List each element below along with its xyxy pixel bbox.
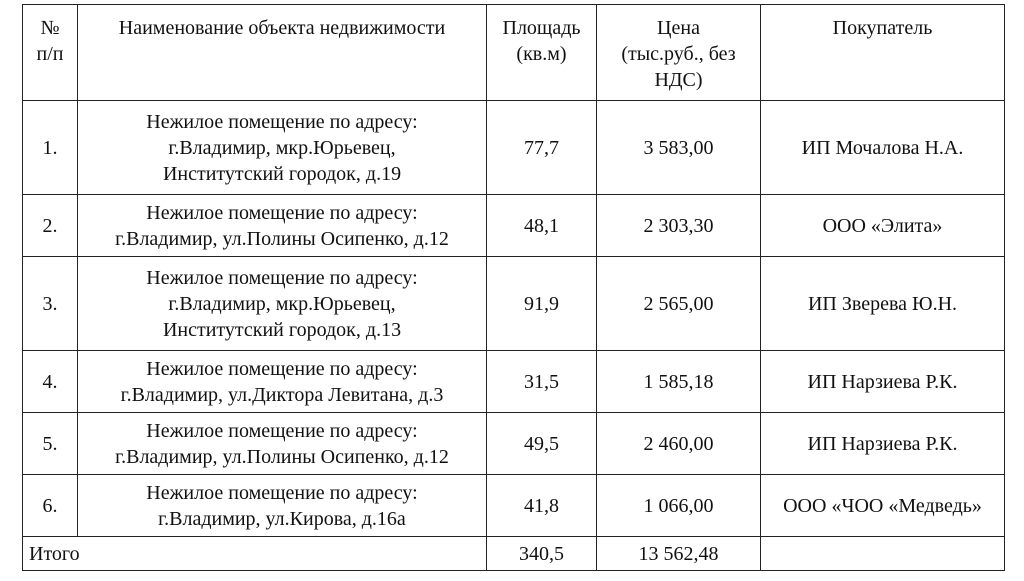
row-buyer: ИП Зверева Ю.Н. bbox=[761, 257, 1005, 351]
header-price-line: Цена bbox=[657, 17, 700, 39]
row-property-name-line: г.Владимир, мкр.Юрьевец, bbox=[168, 136, 396, 159]
row-price: 3 583,00 bbox=[597, 101, 761, 195]
row-area: 49,5 bbox=[487, 413, 597, 475]
header-area-line: (кв.м) bbox=[516, 43, 567, 65]
header-price bbox=[597, 5, 761, 101]
row-property-name bbox=[78, 413, 487, 475]
total-price: 13 562,48 bbox=[597, 537, 761, 571]
row-buyer: ИП Мочалова Н.А. bbox=[761, 101, 1005, 195]
row-area: 41,8 bbox=[487, 475, 597, 537]
row-property-name-line: Нежилое помещение по адресу: bbox=[146, 266, 418, 289]
row-property-name-line: Нежилое помещение по адресу: bbox=[146, 201, 418, 224]
row-price: 2 460,00 bbox=[597, 413, 761, 475]
table-row bbox=[23, 257, 1005, 351]
row-price: 1 066,00 bbox=[597, 475, 761, 537]
total-area: 340,5 bbox=[487, 537, 597, 571]
row-num: 4. bbox=[23, 351, 78, 413]
row-property-name-line: Нежилое помещение по адресу: bbox=[146, 481, 418, 504]
row-property-name-line: Нежилое помещение по адресу: bbox=[146, 419, 418, 442]
header-num-line: № bbox=[40, 17, 60, 39]
row-area: 77,7 bbox=[487, 101, 597, 195]
row-buyer: ООО «Элита» bbox=[761, 195, 1005, 257]
header-area bbox=[487, 5, 597, 101]
row-property-name-line: г.Владимир, ул.Полины Осипенко, д.12 bbox=[115, 227, 449, 250]
row-num: 3. bbox=[23, 257, 78, 351]
total-label: Итого bbox=[23, 537, 487, 571]
row-price: 1 585,18 bbox=[597, 351, 761, 413]
row-property-name-line: Институтский городок, д.19 bbox=[162, 162, 402, 185]
row-property-name bbox=[78, 195, 487, 257]
header-price-line: НДС) bbox=[654, 69, 703, 91]
row-buyer: ИП Нарзиева Р.К. bbox=[761, 413, 1005, 475]
table-row bbox=[23, 475, 1005, 537]
row-area: 48,1 bbox=[487, 195, 597, 257]
header-price-line: (тыс.руб., без bbox=[621, 43, 736, 65]
row-property-name-line: г.Владимир, мкр.Юрьевец, bbox=[168, 292, 396, 315]
header-buyer bbox=[761, 5, 1005, 101]
row-num: 5. bbox=[23, 413, 78, 475]
property-sales-table bbox=[22, 4, 1005, 571]
row-num: 1. bbox=[23, 101, 78, 195]
row-property-name-line: г.Владимир, ул.Диктора Левитана, д.3 bbox=[120, 383, 444, 406]
row-property-name bbox=[78, 475, 487, 537]
total-row bbox=[23, 537, 1005, 571]
row-property-name bbox=[78, 101, 487, 195]
row-price: 2 303,30 bbox=[597, 195, 761, 257]
header-name bbox=[78, 5, 487, 101]
row-property-name-line: Нежилое помещение по адресу: bbox=[146, 110, 418, 133]
row-property-name-line: Нежилое помещение по адресу: bbox=[146, 357, 418, 380]
header-row bbox=[23, 5, 1005, 101]
header-name-label: Наименование объекта недвижимости bbox=[118, 17, 446, 39]
row-num: 2. bbox=[23, 195, 78, 257]
header-buyer-label: Покупатель bbox=[832, 17, 933, 39]
table-row bbox=[23, 101, 1005, 195]
table-row bbox=[23, 351, 1005, 413]
table-row bbox=[23, 195, 1005, 257]
row-buyer: ООО «ЧОО «Медведь» bbox=[761, 475, 1005, 537]
row-property-name-line: г.Владимир, ул.Полины Осипенко, д.12 bbox=[115, 445, 449, 468]
row-property-name bbox=[78, 257, 487, 351]
header-area-line: Площадь bbox=[502, 17, 581, 39]
row-property-name bbox=[78, 351, 487, 413]
row-property-name-line: Институтский городок, д.13 bbox=[162, 318, 402, 341]
header-num-line: п/п bbox=[36, 43, 64, 65]
row-property-name-line: г.Владимир, ул.Кирова, д.16а bbox=[158, 507, 406, 530]
row-buyer: ИП Нарзиева Р.К. bbox=[761, 351, 1005, 413]
row-price: 2 565,00 bbox=[597, 257, 761, 351]
row-area: 91,9 bbox=[487, 257, 597, 351]
table-row bbox=[23, 413, 1005, 475]
total-buyer-empty bbox=[761, 537, 1005, 571]
row-num: 6. bbox=[23, 475, 78, 537]
header-num bbox=[23, 5, 78, 101]
row-area: 31,5 bbox=[487, 351, 597, 413]
